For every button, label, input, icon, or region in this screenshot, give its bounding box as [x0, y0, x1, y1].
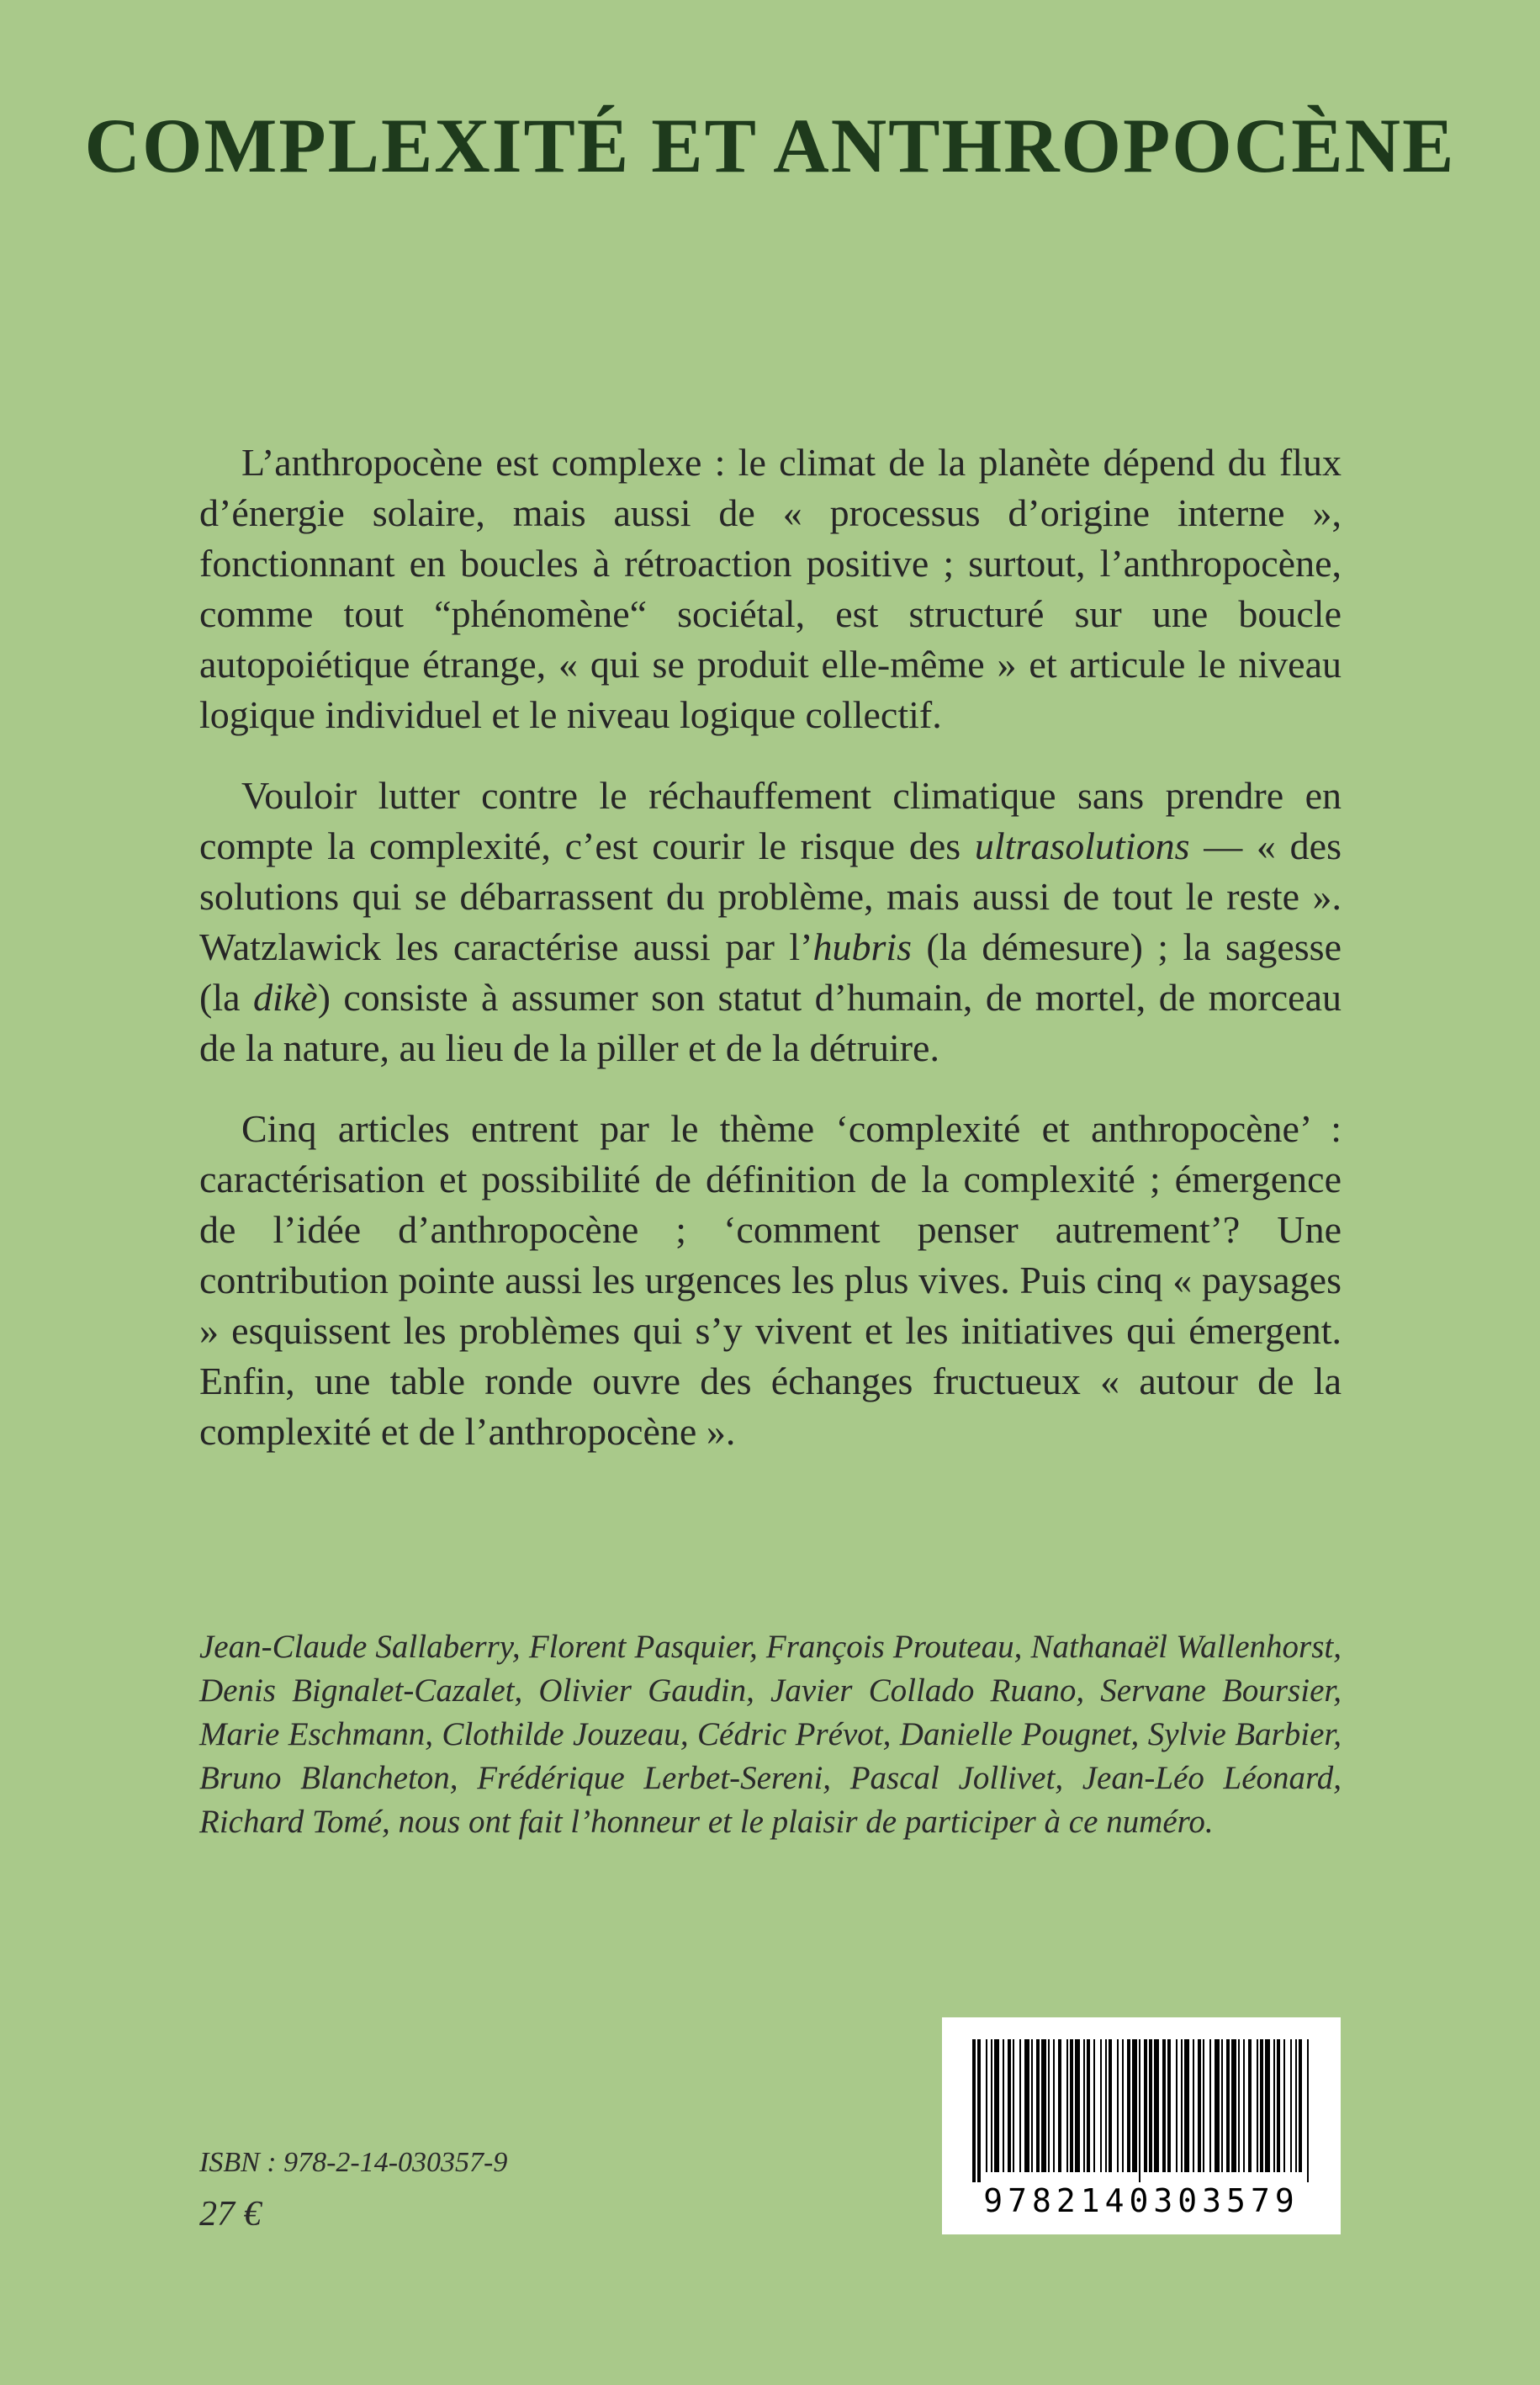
- price-label: 27 €: [199, 2195, 262, 2234]
- barcode-bar: [1070, 2039, 1073, 2172]
- barcode-bar: [1127, 2039, 1130, 2172]
- barcode-bar: [1283, 2039, 1285, 2172]
- text-run: L’anthropocène est complexe : le climat de la planète dépend du flux d’énergie solaire, mais aussi de « processus d’origine interne », fonctionnant en boucles à rétroaction positive ; surtout, l’anthropocène, comme tout “phénomène“ sociétal, est structuré sur une boucle autopoiétique étrange, « qui se produit elle-même » et articule le niveau logique individuel et le niveau logique collectif.: [199, 441, 1342, 736]
- summary-paragraph-1: [199, 437, 1342, 740]
- barcode-bar: [1144, 2039, 1147, 2172]
- text-run: Vouloir lutter contre le réchauffement climatique sans prendre en compte la complexité, c’est courir le risque des: [199, 774, 1342, 867]
- barcode-bar: [1132, 2039, 1137, 2172]
- barcode-bar: [1295, 2039, 1297, 2172]
- barcode-bar: [1139, 2039, 1140, 2182]
- contributors-list: Jean-Claude Sallaberry, Florent Pasquier, François Prouteau, Nathanaël Wallenhorst, Denis Bignalet-Cazalet, Olivier Gaudin, Javier Collado Ruano, Servane Boursier, Marie Eschmann, Clothilde Jouzeau, Cédric Prévot, Danielle Pougnet, Sylvie Barbier, Bruno Blancheton, Frédérique Lerbet-Sereni, Pascal Jollivet, Jean-Léo Léonard, Richard Tomé, nous ont fait l’honneur et le plaisir de participer à ce numéro.: [199, 1629, 1342, 1840]
- barcode-bar: [1058, 2039, 1061, 2172]
- text-run: (la démesure) ; la sagesse (la: [199, 925, 1342, 1019]
- barcode-bar: [1041, 2039, 1046, 2172]
- barcode-bar: [1307, 2039, 1309, 2182]
- barcode-bar: [1203, 2039, 1204, 2172]
- barcode-bar: [1100, 2039, 1102, 2172]
- barcode-bar: [1243, 2039, 1245, 2172]
- isbn-label: ISBN : 978-2-14-030357-9: [199, 2147, 508, 2178]
- barcode-bar: [1257, 2039, 1258, 2172]
- barcode-bar: [1273, 2039, 1275, 2172]
- barcode-bar: [1265, 2039, 1270, 2172]
- barcode-bar: [1083, 2039, 1085, 2172]
- text-run: — « des solutions qui se débarrassent du problème, mais aussi de tout le reste ». Watzlawick les caractérise aussi par l’: [199, 824, 1342, 968]
- barcode-bar: [1215, 2039, 1220, 2172]
- barcode-bar: [1154, 2039, 1159, 2172]
- barcode-bar: [1209, 2039, 1211, 2172]
- barcode-bar: [994, 2039, 999, 2172]
- barcode-bar: [1162, 2039, 1166, 2172]
- barcode-bar: [1122, 2039, 1124, 2172]
- book-title: COMPLEXITÉ ET ANTHROPOCÈNE: [84, 103, 1456, 188]
- barcode-bar: [1105, 2039, 1107, 2172]
- barcode-bar: [1117, 2039, 1119, 2172]
- barcode-bar: [1066, 2039, 1068, 2172]
- barcode-bar: [977, 2039, 981, 2182]
- barcode-bar: [1231, 2039, 1236, 2172]
- barcode-bar: [1226, 2039, 1230, 2172]
- barcode-bar: [1087, 2039, 1090, 2172]
- barcode-bar: [1036, 2039, 1040, 2172]
- barcode-bar: [1193, 2039, 1194, 2172]
- barcode-bar: [1238, 2039, 1240, 2172]
- barcode-bar: [1181, 2039, 1183, 2172]
- barcode-bar: [1013, 2039, 1014, 2172]
- barcode-bar: [1024, 2039, 1029, 2172]
- italic-term: dikè: [252, 976, 318, 1019]
- barcode-icon: [966, 2039, 1317, 2182]
- barcode-bar: [972, 2039, 976, 2182]
- italic-term: hubris: [812, 925, 913, 968]
- barcode-bar: [1075, 2039, 1080, 2172]
- barcode-bar: [1031, 2039, 1033, 2172]
- barcode-bar: [1221, 2039, 1223, 2172]
- barcode-bar: [1019, 2039, 1021, 2172]
- barcode-bar: [1176, 2039, 1177, 2172]
- summary-paragraph-3: [199, 1104, 1342, 1457]
- barcode-bar: [1048, 2039, 1050, 2172]
- barcode-bar: [1149, 2039, 1152, 2172]
- barcode-bar: [1299, 2039, 1302, 2172]
- back-cover-summary: [199, 437, 1342, 1457]
- barcode-bar: [1167, 2039, 1171, 2172]
- barcode-bar: [1184, 2039, 1189, 2172]
- italic-term: ultrasolutions: [974, 824, 1190, 867]
- barcode-bar: [1053, 2039, 1055, 2172]
- barcode-bar: [991, 2039, 992, 2172]
- barcode-bar: [1277, 2039, 1280, 2172]
- text-run: Cinq articles entrent par le thème ‘complexité et anthropocène’ : caractérisation et possibilité de définition de la complexité ; émergence de l’idée d’anthropocène ; ‘comment penser autrement’? Une contribution pointe aussi les urgences les plus vives. Puis cinq « paysages » esquissent les problèmes qui s’y vivent et les initiatives qui émergent. Enfin, une table ronde ouvre des échanges fructueux « autour de la complexité et de l’anthropocène ».: [199, 1107, 1342, 1453]
- barcode-bar: [1003, 2039, 1004, 2172]
- barcode-bar: [986, 2039, 987, 2172]
- barcode-bar: [1198, 2039, 1201, 2172]
- barcode-bar: [1248, 2039, 1252, 2172]
- summary-paragraph-2: [199, 771, 1342, 1073]
- text-run: ) consiste à assumer son statut d’humain, de mortel, de morceau de la nature, au lieu de la piller et de la détruire.: [199, 976, 1342, 1069]
- barcode-bar: [1260, 2039, 1263, 2172]
- barcode-panel: [942, 2017, 1341, 2234]
- barcode-bar: [1093, 2039, 1095, 2172]
- barcode-bar: [1109, 2039, 1112, 2172]
- barcode-bar: [1008, 2039, 1011, 2172]
- barcode-bar: [1290, 2039, 1292, 2172]
- barcode-digits: 9782140303579: [983, 2182, 1299, 2219]
